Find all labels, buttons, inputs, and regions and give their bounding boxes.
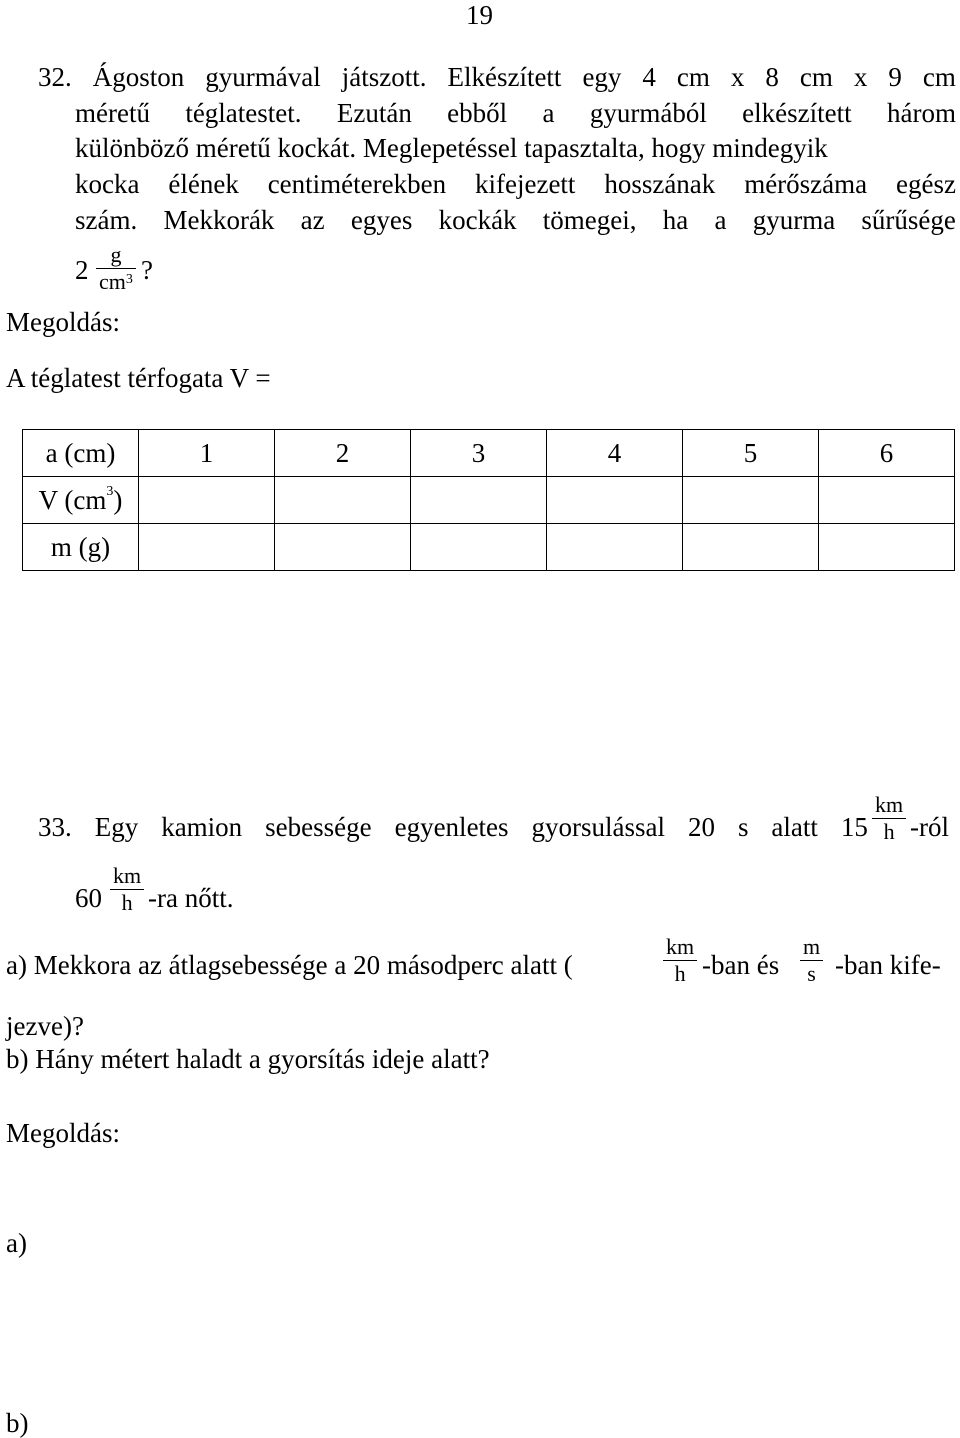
row-header-v-close: ) [113,484,123,515]
question-a-continuation: jezve)? [6,1011,84,1041]
word: Ezután [336,98,412,128]
word: cm [676,62,710,92]
word: egyes [350,205,413,235]
word: gyorsulással [531,812,665,842]
cube-table [22,429,955,571]
table-cell: 5 [683,430,819,477]
word: Elkészített [447,62,562,92]
word: kockák [438,205,517,235]
table-cell [411,524,547,571]
word: szám. [75,205,138,235]
fraction-numerator: m [800,936,823,961]
word: sűrűsége [861,205,956,235]
word: a [714,205,727,235]
table-cell [819,524,955,571]
table-cell [683,477,819,524]
table-cell [275,524,411,571]
word: gyurmából [589,98,707,128]
word: sebessége [265,812,372,842]
table-cell: 1 [139,430,275,477]
row-header-a: a (cm) [23,430,139,477]
word: 20 [687,812,715,842]
word: kocka [75,169,140,199]
fraction-numerator: km [663,936,697,961]
question-a-end: -ban kife- [835,950,941,980]
fraction-denominator: h [674,961,686,986]
question-a-start: a) Mekkora az átlagsebessége a 20 másodperc alatt ( [6,950,573,980]
density-unit-denominator [96,269,136,293]
table-cell: 3 [411,430,547,477]
speed-unit-fraction-2 [110,865,144,914]
table-row-m [23,524,955,571]
problem-33-line-1 [38,814,868,841]
problem-32-line-2 [75,100,956,127]
fraction-denominator: s [807,961,816,986]
word: élének [168,169,239,199]
answer-a-label: a) [6,1228,27,1258]
word: x [730,62,745,92]
table-cell: 6 [819,430,955,477]
density-value: 2 [75,255,89,285]
word: x [853,62,868,92]
density-question-mark: ? [141,255,153,285]
problem-32-line-1 [38,64,956,91]
question-a-mid: -ban és [702,950,780,980]
row-header-v-exponent: 3 [106,483,114,499]
solution-label-33: Megoldás: [6,1118,120,1148]
speed-unit-fraction-1 [872,794,906,843]
fraction-numerator: km [110,865,144,890]
table-cell [683,524,819,571]
answer-b-label: b) [6,1408,29,1438]
problem-33-line-1-end: -ról [910,812,949,842]
solution-label-32: Megoldás: [6,307,120,337]
row-header-v [23,477,139,524]
table-cell [411,477,547,524]
problem-33-line-2-end: -ra nőtt. [148,883,234,913]
table-cell [275,477,411,524]
table-cell: 2 [275,430,411,477]
word: a [542,98,555,128]
row-header-v-base: V (cm [38,484,107,515]
word: egyenletes [394,812,509,842]
word: cm [922,62,956,92]
speed-unit-fraction-4 [800,936,823,985]
word: elkészített [742,98,852,128]
word: hosszának [604,169,716,199]
word: 15 [840,812,868,842]
density-unit-fraction [96,244,136,293]
word: tömegei, [542,205,637,235]
problem-33-value-60: 60 [75,883,102,913]
word: méretű [75,98,150,128]
row-header-m: m (g) [23,524,139,571]
table-cell [139,524,275,571]
problem-32-line-4 [75,171,956,198]
word: egész [896,169,956,199]
fraction-numerator: km [872,794,906,819]
word: 8 [765,62,779,92]
word: alatt [771,812,818,842]
word: egy [582,62,622,92]
word: s [737,812,749,842]
word: gyurma [752,205,836,235]
problem-32-line-5 [75,207,956,234]
word: Egy [94,812,139,842]
word: téglatestet. [185,98,302,128]
table-row-a [23,430,955,477]
word: különböző méretű kockát. Meglepetéssel tapasztalta, hogy mindegyik [75,133,828,163]
table-cell: 4 [547,430,683,477]
problem-32-line-3 [75,135,956,162]
table-cell [819,477,955,524]
page-number: 19 [466,0,493,30]
speed-unit-fraction-3 [663,936,697,985]
density-unit-exponent: 3 [125,272,133,287]
word: cm [799,62,833,92]
word: ha [662,205,689,235]
word: 33. [38,812,72,842]
word: ebből [447,98,508,128]
table-cell [547,477,683,524]
density-unit-numerator: g [96,244,136,269]
volume-text: A téglatest térfogata V = [6,363,271,393]
table-cell [139,477,275,524]
word: kifejezett [475,169,576,199]
word: 4 [642,62,656,92]
question-b: b) Hány métert haladt a gyorsítás ideje alatt? [6,1044,490,1074]
word: az [300,205,325,235]
word: gyurmával [205,62,321,92]
word: 9 [888,62,902,92]
word: Mekkorák [163,205,275,235]
table-cell [547,524,683,571]
word: játszott. [341,62,427,92]
word: kamion [161,812,243,842]
fraction-denominator: h [121,890,133,915]
word: három [886,98,956,128]
word: mérőszáma [744,169,868,199]
word: centiméterekben [267,169,447,199]
fraction-denominator: h [883,819,895,844]
table-row-v [23,477,955,524]
word: Ágoston [92,62,185,92]
word: 32. [38,62,72,92]
density-unit-den-base: cm [99,269,126,294]
